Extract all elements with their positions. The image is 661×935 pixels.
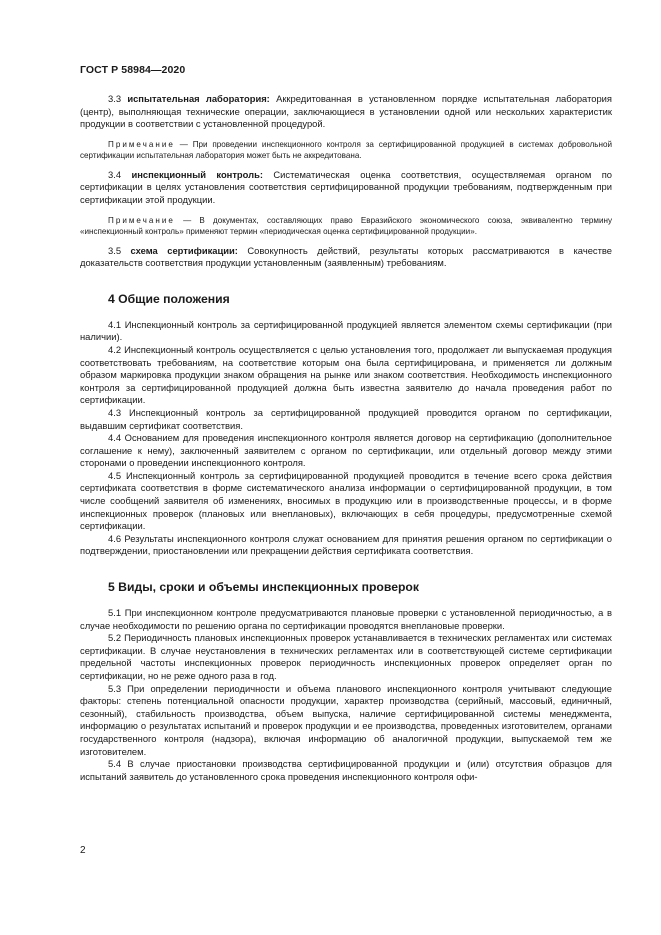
definition-term: схема сертификации: <box>130 244 238 256</box>
paragraph-4-6: 4.6 Результаты инспекционного контроля служат основанием для принятия решения органом по сертификации о подтверждении, приостановлении или прекращении действия сертификата соответствия. <box>80 532 612 557</box>
section-4-heading: 4 Общие положения <box>108 291 230 306</box>
definition-text: Совокупность действий, результаты которых рассматриваются в качестве доказательств соответствия продукции установленным (заявленным) требованиям. <box>80 244 612 269</box>
note-1: Примечание — При проведении инспекционного контроля за сертифицированной продукцией в системах добровольной сертификации испытательная лаборатория может быть не аккредитована. <box>80 139 613 160</box>
paragraph-5-3: 5.3 При определении периодичности и объема планового инспекционного контроля учитывают следующие факторы: степень потенциальной опасности продукции, характер производства (серийный, массовый, единичный, сезонный), стабильность производства, объем выпуска, наличие сертифицированной системы менеджмента, информацию о результатах испытаний и проверок продукции и ее производства, проведенных изготовителем, органами государственного контроля (надзора), включая информацию об аналогичной продукции, выпускаемой тем же изготовителем. <box>80 682 612 757</box>
definition-3-3: 3.3 испытательная лаборатория: Аккредитованная в установленном порядке испытательная лаборатория (центр), выполняющая технические операции, заключающиеся в установлении одной или нескольких характеристик продукции в соответствии с установленной процедурой. <box>80 93 612 130</box>
paragraph-4-1: 4.1 Инспекционный контроль за сертифицированной продукцией является элементом схемы сертификации (при наличии). <box>80 318 612 343</box>
paragraph-4-5: 4.5 Инспекционный контроль за сертифицированной продукцией проводится в течение всего срока действия сертификата соответствия в форме систематического анализа информации о сертифицированной продукции, в том числе сообщений заявителя об изменениях, вносимых в продукцию или в производственные процессы, и в форме инспекционных проверок (плановых или внеплановых), включающих в себя процедуры, предусмотренные схемой сертификации. <box>80 469 612 532</box>
definition-3-4: 3.4 инспекционный контроль: Систематическая оценка соответствия, осуществляемая органом по сертификации в целях установления соответствия сертифицированной продукции требованиям, подтвержденным при сертификации этой продукции. <box>80 168 612 205</box>
definition-text: Систематическая оценка соответствия, осуществляемая органом по сертификации в целях установления соответствия сертифицированной продукции требованиям, подтвержденным при сертификации этой продукции. <box>80 168 612 205</box>
document-code: ГОСТ Р 58984—2020 <box>80 64 186 76</box>
paragraph-5-1: 5.1 При инспекционном контроле предусматриваются плановые проверки с установленной периодичностью, а в случае необходимости по решению органа по сертификации проводятся внеплановые проверки. <box>80 607 612 631</box>
document-body <box>80 93 612 783</box>
note-label: Примечание <box>108 139 175 149</box>
definition-term: испытательная лаборатория: <box>127 93 270 104</box>
note-label: Примечание <box>108 215 175 225</box>
definition-3-5: 3.5 схема сертификации: Совокупность действий, результаты которых рассматриваются в качестве доказательств соответствия продукции установленным (заявленным) требованиям. <box>80 244 612 269</box>
paragraph-4-2: 4.2 Инспекционный контроль осуществляется с целью установления того, продолжает ли выпускаемая продукция соответствовать требованиям, на соответствие которым она была сертифицирована, и применяется ли должным образом маркировка продукции знаком обращения на рынке или знаком соответствия. Необходимость инспекционного контроля за сертифицированной продукцией должна быть известна заявителю до начала проведения работ по сертификации. <box>80 343 612 406</box>
note-text: В документах, составляющих право Евразийского экономического союза, эквивалентно термину «инспекционный контроль» применяют термин «периодическая оценка сертифицированной продукции». <box>80 215 613 236</box>
paragraph-4-3: 4.3 Инспекционный контроль за сертифицированной продукцией проводится органом по сертификации, выдавшим сертификат соответствия. <box>80 406 612 431</box>
section-5-heading: 5 Виды, сроки и объемы инспекционных проверок <box>108 580 419 595</box>
paragraph-4-4: 4.4 Основанием для проведения инспекционного контроля является договор на сертификацию (дополнительное соглашение к нему), заключенный заявителем с органом по сертификации, или отдельный договор между этими сторонами о проведении инспекционного контроля. <box>80 432 612 469</box>
note-2: Примечание — В документах, составляющих право Евразийского экономического союза, эквивалентно термину «инспекционный контроль» применяют термин «периодическая оценка сертифицированной продукции». <box>80 215 613 236</box>
page-number: 2 <box>80 845 86 856</box>
note-text: При проведении инспекционного контроля за сертифицированной продукцией в системах добровольной сертификации испытательная лаборатория может быть не аккредитована. <box>80 139 613 160</box>
definition-text: Аккредитованная в установленном порядке испытательная лаборатория (центр), выполняющая технические операции, заключающиеся в установлении одной или нескольких характеристик продукции в соответствии с установленной процедурой. <box>80 93 612 130</box>
paragraph-5-4: 5.4 В случае приостановки производства сертифицированной продукции и (или) отсутствия образцов для испытаний заявитель до установленного срока проведения инспекционного контроля офи- <box>80 758 612 782</box>
definition-term: инспекционный контроль: <box>131 168 263 180</box>
paragraph-5-2: 5.2 Периодичность плановых инспекционных проверок устанавливается в технических регламентах или системах сертификации. В случае неустановления в технических регламентах или в соответствующей системе сертификации предельной частоты инспекционных проверок периодичность инспекционных проверок определяет орган по сертификации, но не реже одного раза в год. <box>80 632 612 681</box>
